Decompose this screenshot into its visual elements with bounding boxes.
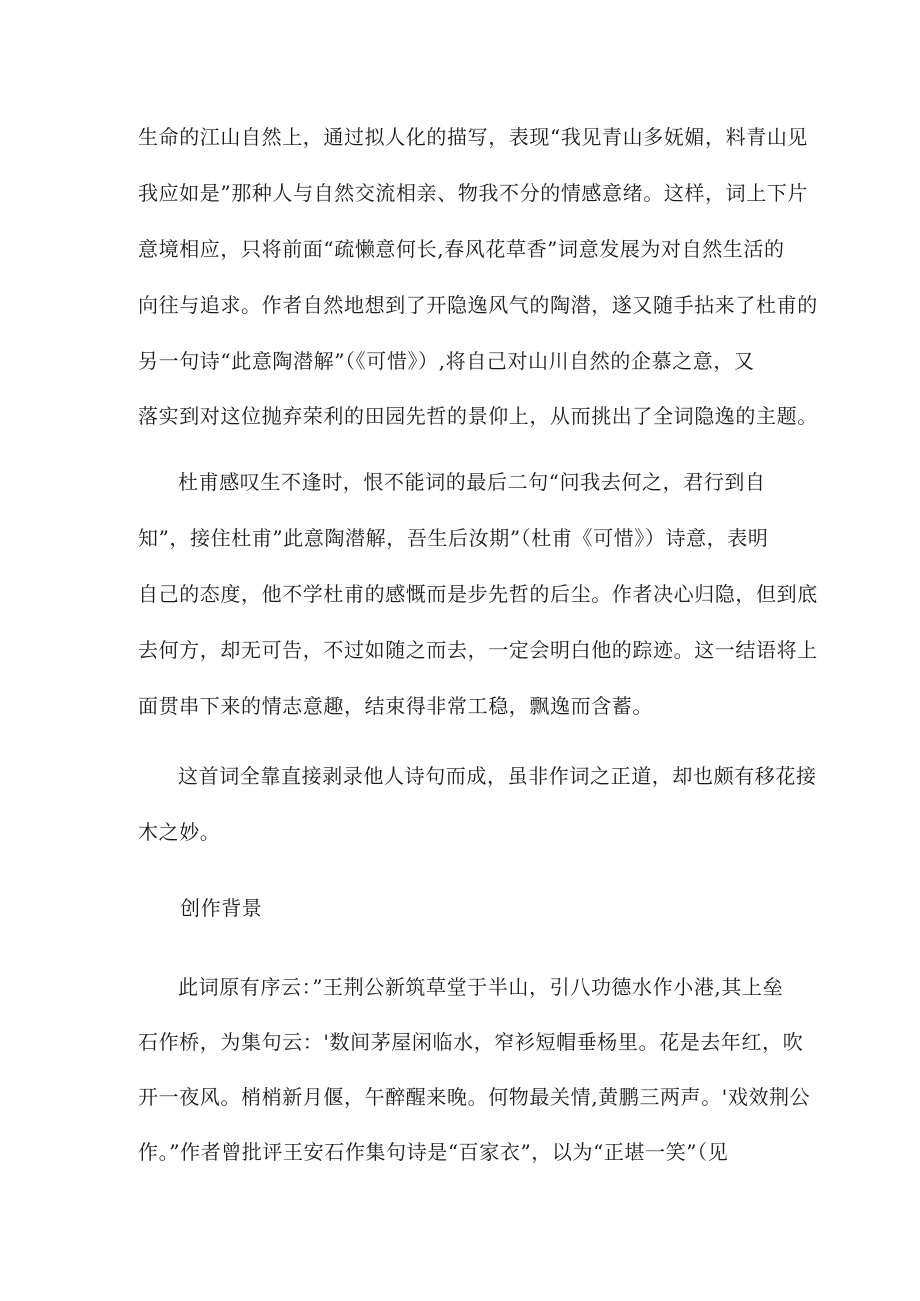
paragraph-2-line-1: 杜甫感叹生不逢时，恨不能词的最后二句“问我去何之，君行到自 <box>178 470 766 494</box>
paragraph-2-line-3: 自己的态度，他不学杜甫的感慨而是步先哲的后尘。作者决心归隐，但到底 <box>138 582 818 606</box>
paragraph-4-line-3: 开一夜风。梢梢新月偃，午醉醒来晚。何物最关情,黄鹏三两声。'戏效荆公 <box>138 1085 811 1109</box>
paragraph-4-line-4: 作。”作者曾批评王安石作集句诗是“百家衣”，以为“正堪一笑”（见 <box>138 1140 729 1164</box>
paragraph-1-line-4: 向往与追求。作者自然地想到了开隐逸风气的陶潜，遂又随手拈来了杜甫的 <box>138 293 818 317</box>
paragraph-4-line-1: 此词原有序云：”王荆公新筑草堂于半山，引八功德水作小港,其上垒 <box>178 975 784 999</box>
paragraph-2-line-4: 去何方，却无可告，不过如随之而去，一定会明白他的踪迹。这一结语将上 <box>138 638 818 662</box>
paragraph-1-line-5: 另一句诗“此意陶潜解”（《可惜》）,将自己对山川自然的企慕之意，又 <box>138 349 755 373</box>
paragraph-1-line-1: 生命的江山自然上，通过拟人化的描写，表现“我见青山多妩媚，料青山见 <box>138 125 809 149</box>
paragraph-2-line-2: 知”，接住杜甫”此意陶潜解，吾生后汝期”（杜甫《可惜》）诗意，表明 <box>138 526 769 550</box>
paragraph-3-line-1: 这首词全靠直接剥录他人诗句而成，虽非作词之正道，却也颇有移花接 <box>178 764 817 788</box>
paragraph-1-line-3: 意境相应，只将前面“疏懒意何长,春风花草香”词意发展为对自然生活的 <box>138 237 785 261</box>
paragraph-2-line-5: 面贯串下来的情志意趣，结束得非常工稳，飘逸而含蓄。 <box>138 694 653 718</box>
section-heading: 创作背景 <box>180 896 263 920</box>
paragraph-1-line-2: 我应如是”那种人与自然交流相亲、物我不分的情感意绪。这样，词上下片 <box>138 181 809 205</box>
paragraph-3-line-2: 木之妙。 <box>138 820 221 844</box>
paragraph-4-line-2: 石作桥，为集句云：'数间茅屋闲临水，窄衫短帽垂杨里。花是去年红，吹 <box>138 1030 804 1054</box>
paragraph-1-line-6: 落实到对这位抛弃荣利的田园先哲的景仰上，从而挑出了全词隐逸的主题。 <box>138 404 818 428</box>
